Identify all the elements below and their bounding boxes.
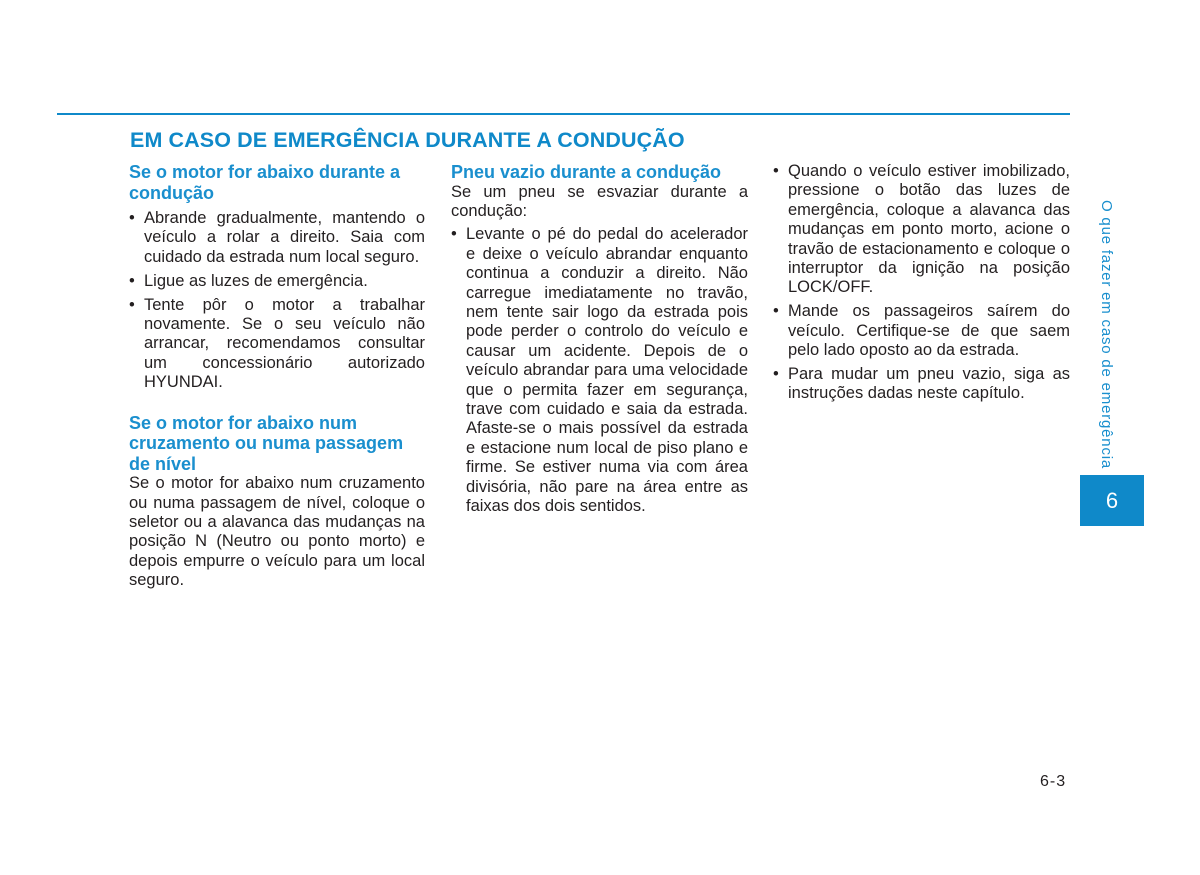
bullet-icon: • (129, 271, 135, 290)
chapter-tab: 6 (1080, 475, 1144, 526)
heading-engine-stall-driving: Se o motor for abaixo durante a condução (129, 162, 401, 203)
bullet-icon: • (129, 209, 135, 227)
bullet-icon: • (451, 225, 457, 244)
list-item: • Quando o veículo estiver imobilizado, pressione o botão das luzes de emergência, coloque a alavanca das mudanças em ponto morto, acione o travão de estacionamento e coloque o interruptor da ignição na posição LOCK/OFF. (773, 162, 1070, 297)
paragraph-flat-tire-intro: Se um pneu se esvaziar durante a condução: (451, 182, 748, 220)
bullet-icon: • (129, 295, 135, 314)
chapter-side-label (1098, 200, 1123, 472)
bullet-icon: • (773, 365, 779, 384)
list-item: • Mande os passageiros saírem do veículo. Certifique-se de que saem pelo lado oposto ao da estrada. (773, 302, 1070, 360)
bullet-icon: • (773, 302, 779, 321)
list-item: • Levante o pé do pedal do acelerador e deixe o veículo abrandar enquanto continua a conduzir a direito. Não carregue imediatamente no travão, nem tente sair logo da estrada pois pode perder o controlo do veículo e causar um acidente. Depois de o veículo abrandar para uma velocidade que o permita fazer em segurança, trave com cuidado e saia da estrada. Afaste-se o mais possível da estrada e estacione num local de piso plano e firme. Se estiver numa via com área divisória, não pare na área entre as faixas dos dois sentidos. (451, 225, 748, 515)
list-flat-tire-continued (773, 162, 1070, 404)
section-title: EM CASO DE EMERGÊNCIA DURANTE A CONDUÇÃO (130, 128, 685, 152)
bullet-icon: • (773, 162, 779, 180)
column-engine-stall (129, 162, 425, 591)
header-rule (57, 113, 1070, 115)
list-flat-tire (451, 225, 748, 516)
page-number: 6-3 (1040, 773, 1067, 790)
list-item: • Para mudar um pneu vazio, siga as instruções dadas neste capítulo. (773, 365, 1070, 403)
column-flat-tire (451, 162, 748, 521)
list-engine-stall (129, 209, 425, 393)
list-item: • Abrande gradualmente, mantendo o veículo a rolar a direito. Saia com cuidado da estrada num local seguro. (129, 209, 425, 266)
heading-flat-tire: Pneu vazio durante a condução (451, 162, 722, 182)
list-item: • Ligue as luzes de emergência. (129, 271, 368, 290)
chapter-side-label-text: O que fazer em caso de emergência (1098, 200, 1115, 470)
paragraph-crossing: Se o motor for abaixo num cruzamento ou numa passagem de nível, coloque o seletor ou a alavanca das mudanças na posição N (Neutro ou ponto morto) e depois empurre o veículo para um local seguro. (129, 474, 425, 590)
column-flat-tire-continued (773, 162, 1070, 408)
list-item: • Tente pôr o motor a trabalhar novamente. Se o seu veículo não arrancar, recomendamos consultar um concessionário autorizado HYUNDAI. (129, 295, 425, 392)
heading-engine-stall-crossing: Se o motor for abaixo num cruzamento ou numa passagem de nível (129, 412, 404, 474)
